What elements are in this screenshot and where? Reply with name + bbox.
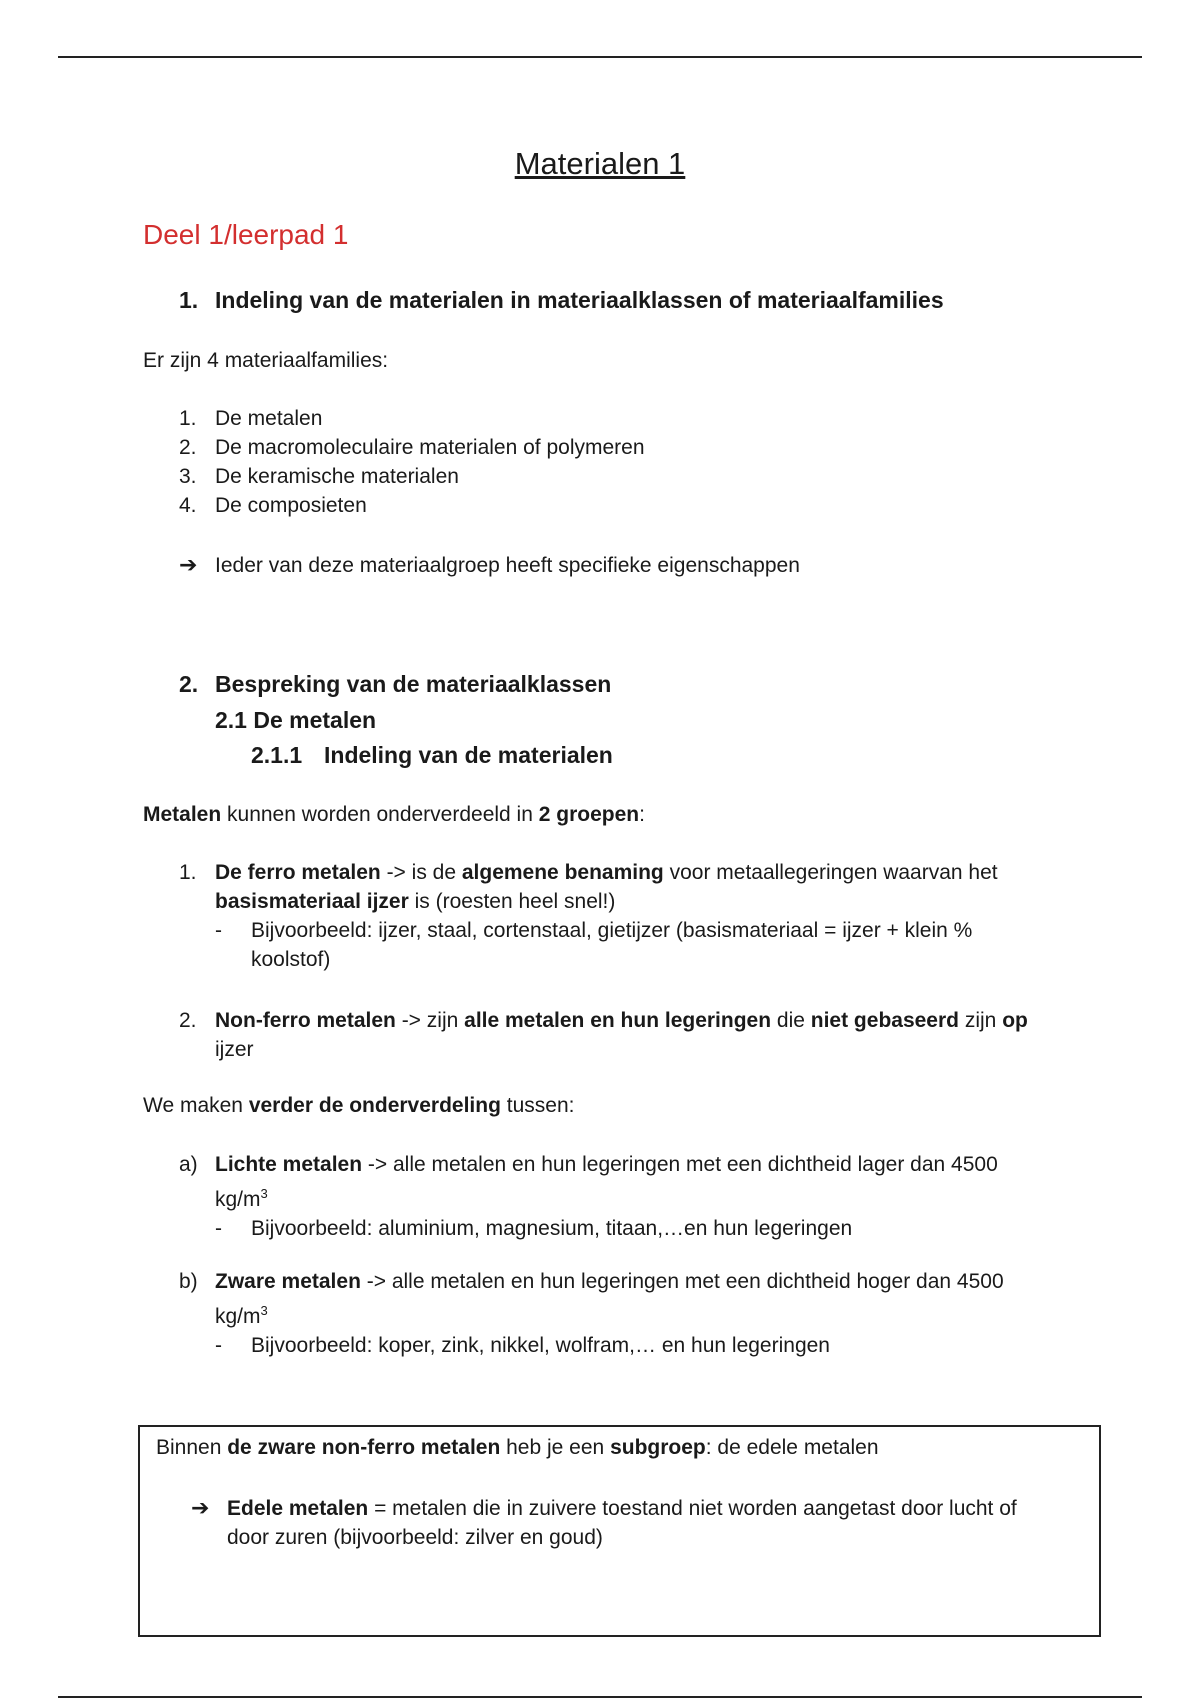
box-intro: Binnen de zware non-ferro metalen heb je een subgroep: de edele metalen (156, 1436, 879, 1459)
arrow-icon: ➔ (191, 1495, 210, 1520)
list-item: 1. De metalen (179, 407, 323, 430)
dash-bullet: - (215, 1334, 222, 1357)
box-definition: ➔ Edele metalen = metalen die in zuivere toestand niet worden aangetast door lucht of door zuren (bijvoorbeeld: zilver en goud) (191, 1495, 1017, 1549)
edele-metalen-box (138, 1425, 1101, 1637)
nonferro-item: 2. Non-ferro metalen -> zijn alle metalen en hun legeringen die niet gebaseerd zijn op ijzer (179, 1009, 1028, 1061)
arrow-icon: ➔ (179, 552, 198, 577)
list-item: 2. De macromoleculaire materialen of polymeren (179, 436, 645, 459)
subsubsection-title: Indeling van de materialen (324, 742, 613, 768)
dash-bullet: - (215, 1217, 222, 1240)
section-1-number: 1. (179, 287, 199, 313)
section-2-heading (179, 671, 611, 698)
list-item: 3. De keramische materialen (179, 465, 459, 488)
subsubsection-number: 2.1.1 (251, 742, 303, 768)
subsection-heading: 2.1 De metalen (215, 707, 377, 733)
conclusion-line (179, 552, 800, 578)
page-title: Materialen 1 (514, 146, 686, 181)
section-2-number: 2. (179, 671, 199, 697)
subsubsection-heading (251, 742, 613, 769)
list-item: 4. De composieten (179, 494, 367, 517)
ferro-item: 1. De ferro metalen -> is de algemene benaming voor metaallegeringen waarvan het basismateriaal ijzer is (roesten heel snel!) - Bijvoorbeeld: ijzer, staal, cortenstaal, gietijzer (basismateriaal = ijzer + klein % koolstof) (179, 861, 998, 971)
section-1-heading (179, 287, 944, 314)
bottom-rule (58, 1696, 1142, 1698)
top-rule (58, 56, 1142, 58)
lichte-metalen-item: a) Lichte metalen -> alle metalen en hun legeringen met een dichtheid lager dan 4500 $kg/m^3$ - Bijvoorbeeld: aluminium, magnesium, titaan,…en hun legeringen (179, 1150, 998, 1243)
verder-line: We maken verder de onderverdeling tussen: (143, 1094, 575, 1117)
conclusion-text: Ieder van deze materiaalgroep heeft specifieke eigenschappen (215, 554, 800, 577)
section-1-title: Indeling van de materialen in materiaalklassen of materiaalfamilies (215, 287, 944, 313)
section-2-title: Bespreking van de materiaalklassen (215, 671, 612, 697)
part-heading: Deel 1/leerpad 1 (143, 219, 349, 250)
section-1-intro: Er zijn 4 materiaalfamilies: (143, 349, 389, 372)
metalen-intro: Metalen kunnen worden onderverdeeld in 2 groepen: (143, 803, 645, 826)
zware-metalen-item: b) Zware metalen -> alle metalen en hun legeringen met een dichtheid hoger dan 4500 $kg/m^3$ - Bijvoorbeeld: koper, zink, nikkel, wolfram,… en hun legeringen (179, 1267, 1004, 1360)
family-list (179, 404, 645, 520)
dash-bullet: - (215, 919, 222, 942)
